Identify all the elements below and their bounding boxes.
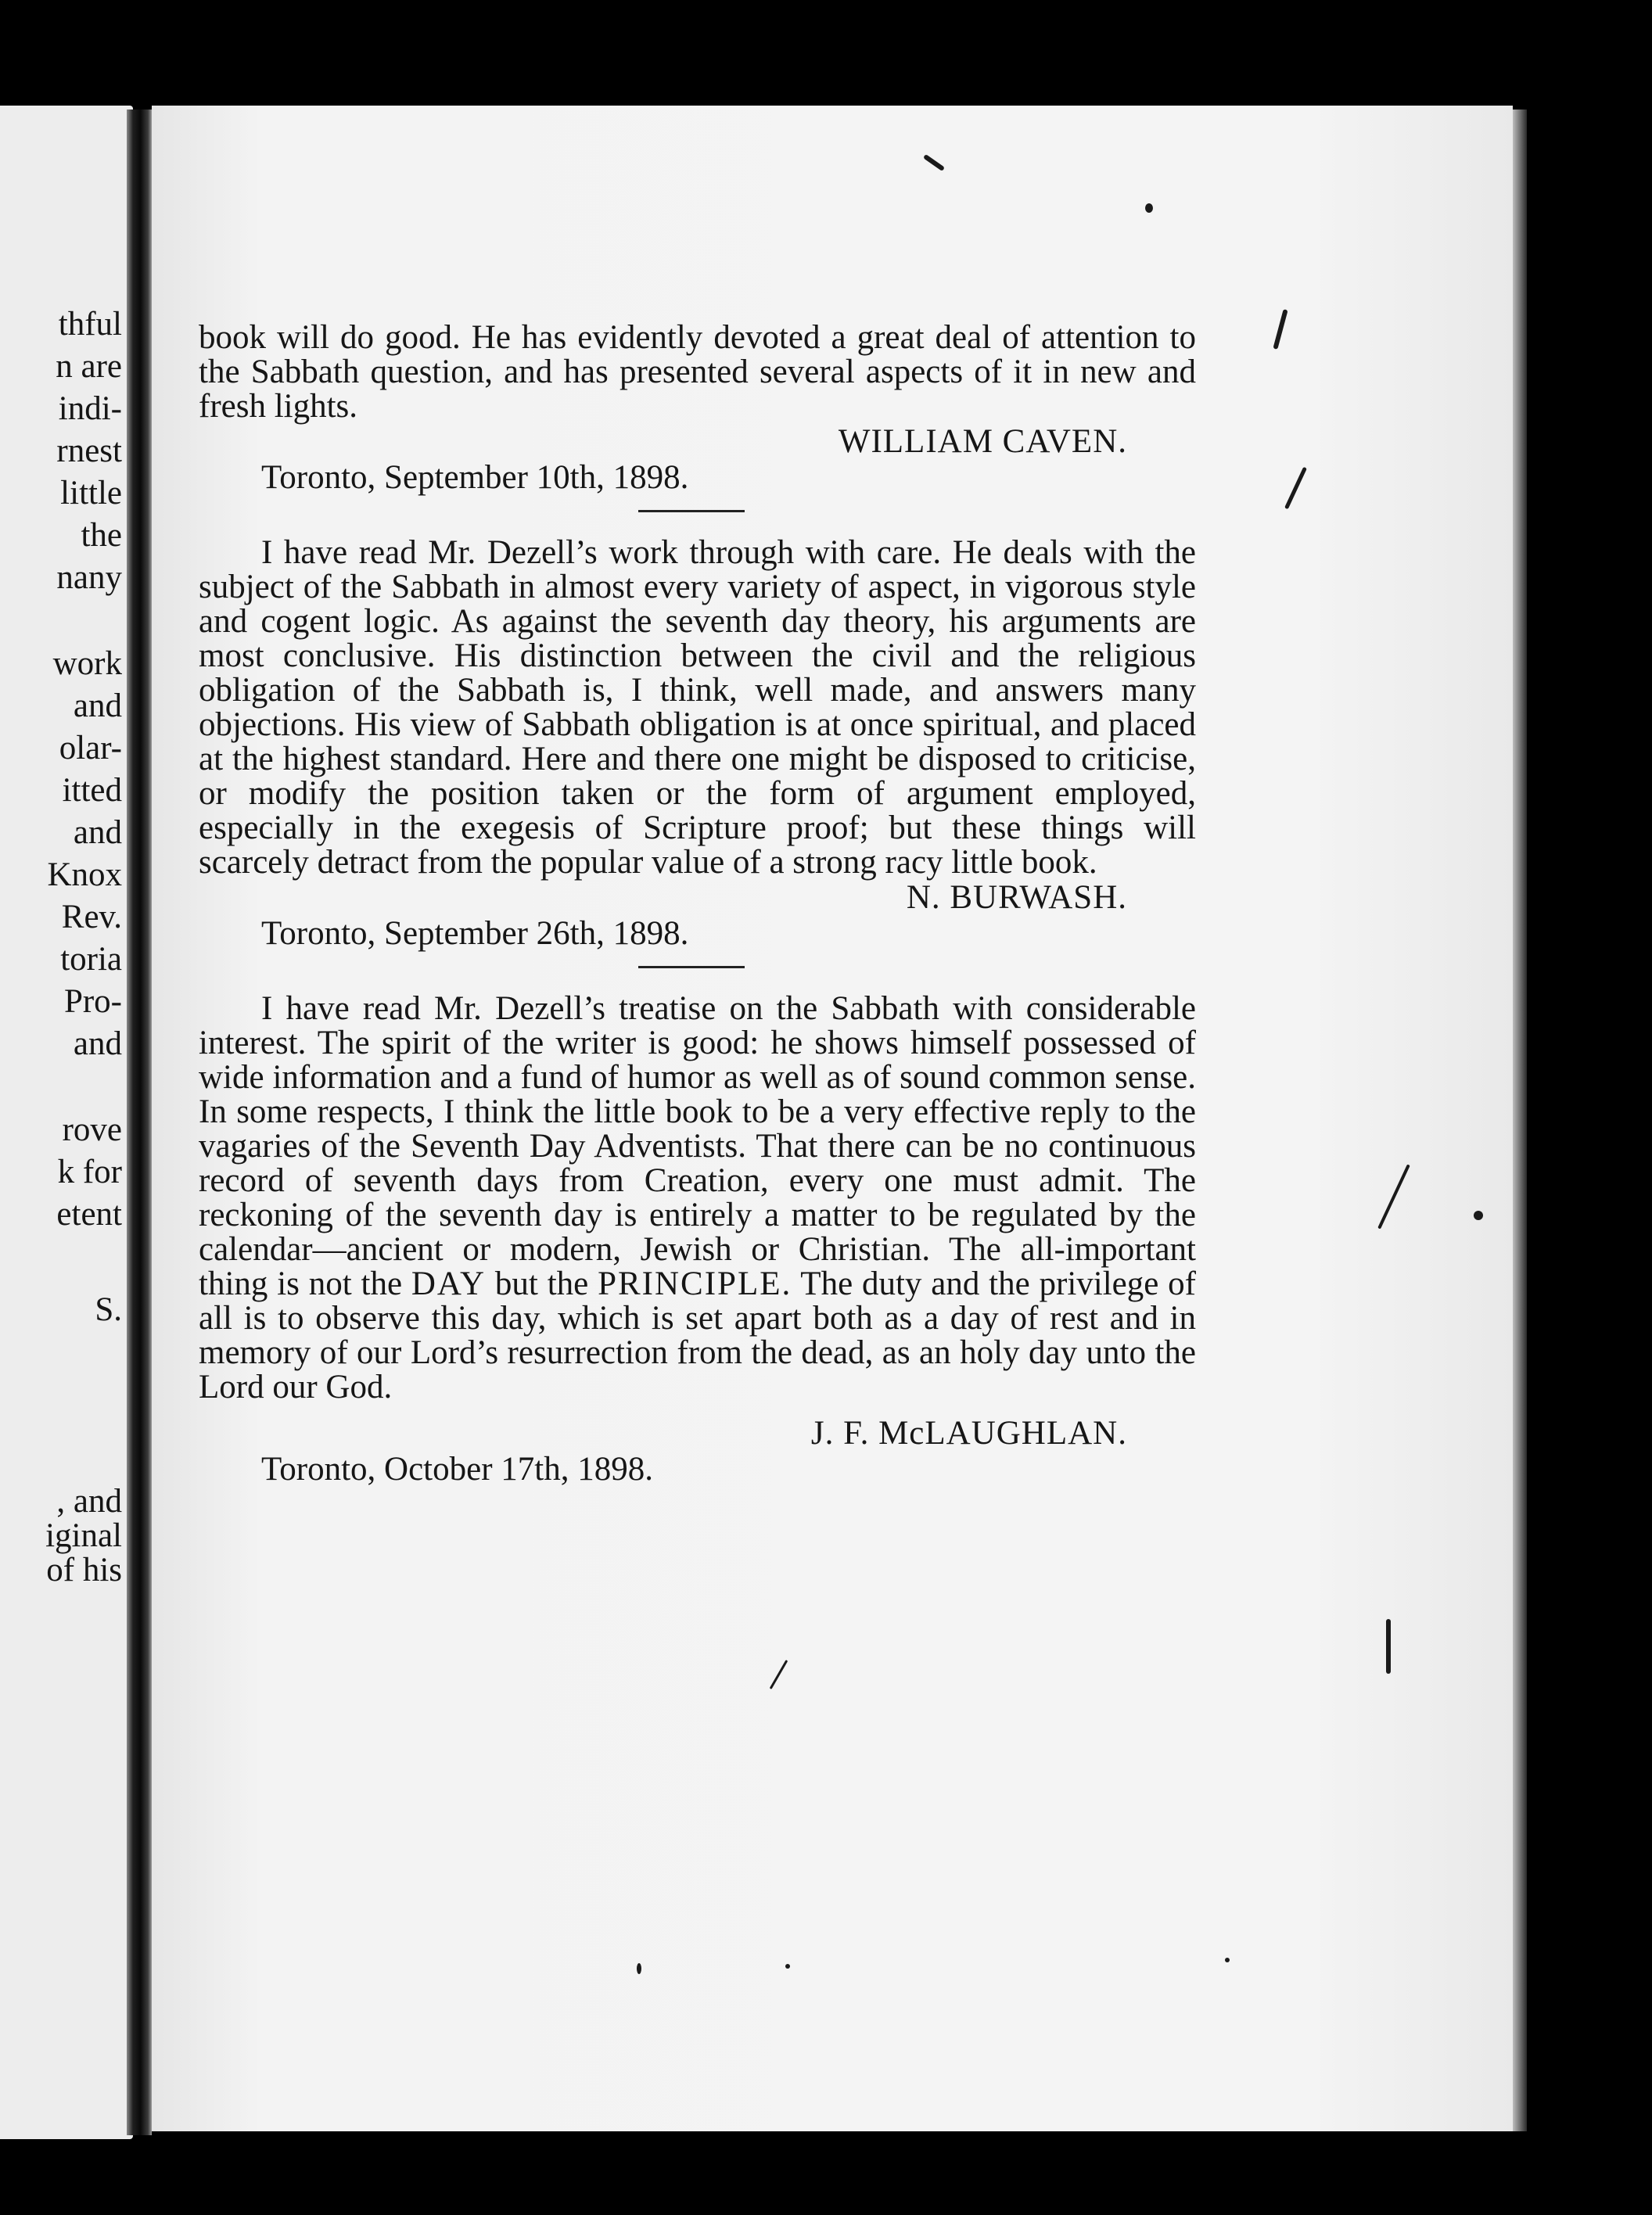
paragraph-text: I have read Mr. Dezell’s treatise on the Sabbath with considerable interest. The spirit of the writer is good: he shows himself possessed of wide information and a fund of humor as well as of sound common sense. In some respects, I think the little book to be a very effective reply to the vagaries of the Seventh Day Adventists. That there can be no continuous record of seventh days from Creation, every one must admit. The reckoning of the seventh day is entirely a matter to be regulated by the calendar—ancient or modern, Jewish or Christian. The all-important thing is not the	[199, 990, 1196, 1302]
testimonial-paragraph-continued: book will do good. He has evidently devoted a great deal of attention to the Sabbath question, and has presented several aspects of it in new and fresh lights.	[199, 319, 1196, 425]
testimonial-paragraph-mclaughlan	[199, 992, 1196, 1405]
left-page-fragment: Pro-	[63, 983, 122, 1020]
ink-speck	[1225, 1958, 1230, 1962]
emphasis-day: DAY	[411, 1265, 487, 1302]
left-page-fragment: etent	[56, 1196, 122, 1233]
left-page-fragment: , and	[56, 1483, 122, 1520]
ink-speck	[1474, 1211, 1483, 1220]
left-page-fragment: Rev.	[61, 899, 122, 935]
left-page-fragment: and	[73, 1025, 122, 1062]
paragraph-text: but the	[494, 1265, 589, 1302]
ink-mark	[770, 1660, 788, 1689]
left-page-fragment: indi-	[58, 390, 122, 427]
left-page-fragment: Knox	[47, 856, 122, 893]
left-facing-page	[0, 106, 133, 2139]
left-page-fragment: little	[60, 475, 122, 512]
left-page-fragment: iginal	[45, 1517, 122, 1554]
signature-william-caven: WILLIAM CAVEN.	[838, 423, 1127, 460]
ink-mark	[1377, 1164, 1410, 1229]
ink-speck	[1145, 203, 1153, 213]
left-page-fragment: thful	[58, 306, 122, 343]
left-page-fragment: k for	[57, 1154, 122, 1190]
left-page-fragment: and	[73, 687, 122, 724]
testimonial-text	[199, 321, 1196, 1488]
section-divider	[638, 966, 745, 968]
left-page-fragment: n are	[56, 348, 122, 385]
section-divider	[638, 510, 745, 512]
emphasis-principle: PRINCIPLE.	[598, 1265, 792, 1302]
left-page-fragment: nany	[56, 559, 122, 596]
book-gutter	[127, 109, 152, 2135]
left-page-fragment: toria	[60, 941, 122, 978]
ink-speck	[785, 1964, 790, 1969]
paragraph-text: The duty and the privilege of all is to observe this day, which is set apart both as a day of rest and in memory of our Lord’s resurrection from the dead, as an holy day unto the Lord our God.	[199, 1265, 1196, 1405]
left-page-fragment: the	[81, 517, 122, 554]
left-page-fragment: and	[73, 814, 122, 851]
left-page-fragment: itted	[62, 772, 122, 809]
left-page-fragment: of his	[46, 1552, 122, 1589]
left-page-fragment: olar-	[59, 730, 122, 766]
page-edge	[1513, 109, 1527, 2131]
ink-mark	[1273, 309, 1287, 350]
signature-n-burwash: N. BURWASH.	[906, 879, 1127, 916]
dateline-october-17: Toronto, October 17th, 1898.	[261, 1451, 653, 1488]
left-page-fragment: work	[52, 645, 122, 682]
left-page-fragment: S.	[95, 1291, 122, 1328]
ink-speck	[637, 1963, 641, 1974]
left-page-fragment: rove	[62, 1111, 122, 1148]
signature-j-f-mclaughlan: J. F. McLAUGHLAN.	[810, 1415, 1127, 1452]
testimonial-paragraph-burwash: I have read Mr. Dezell’s work through with care. He deals with the subject of the Sabbath in almost every variety of aspect, in vigorous style and cogent logic. As against the seventh day theory, his arguments are most conclusive. His distinction between the civil and the religious obligation of the Sabbath is, I think, well made, and answers many objections. His view of Sabbath obligation is at once spiritual, and placed at the highest standard. Here and there one might be disposed to criticise, or modify the position taken or the form of argument employed, especially in the exegesis of Scripture proof; but these things will scarcely detract from the popular value of a strong racy little book.	[199, 534, 1196, 881]
dateline-september-10: Toronto, September 10th, 1898.	[261, 459, 689, 496]
ink-mark	[1386, 1619, 1391, 1674]
ink-mark	[923, 154, 945, 171]
left-page-fragment: rnest	[56, 433, 122, 469]
dateline-september-26: Toronto, September 26th, 1898.	[261, 915, 689, 952]
ink-mark	[1284, 467, 1307, 510]
